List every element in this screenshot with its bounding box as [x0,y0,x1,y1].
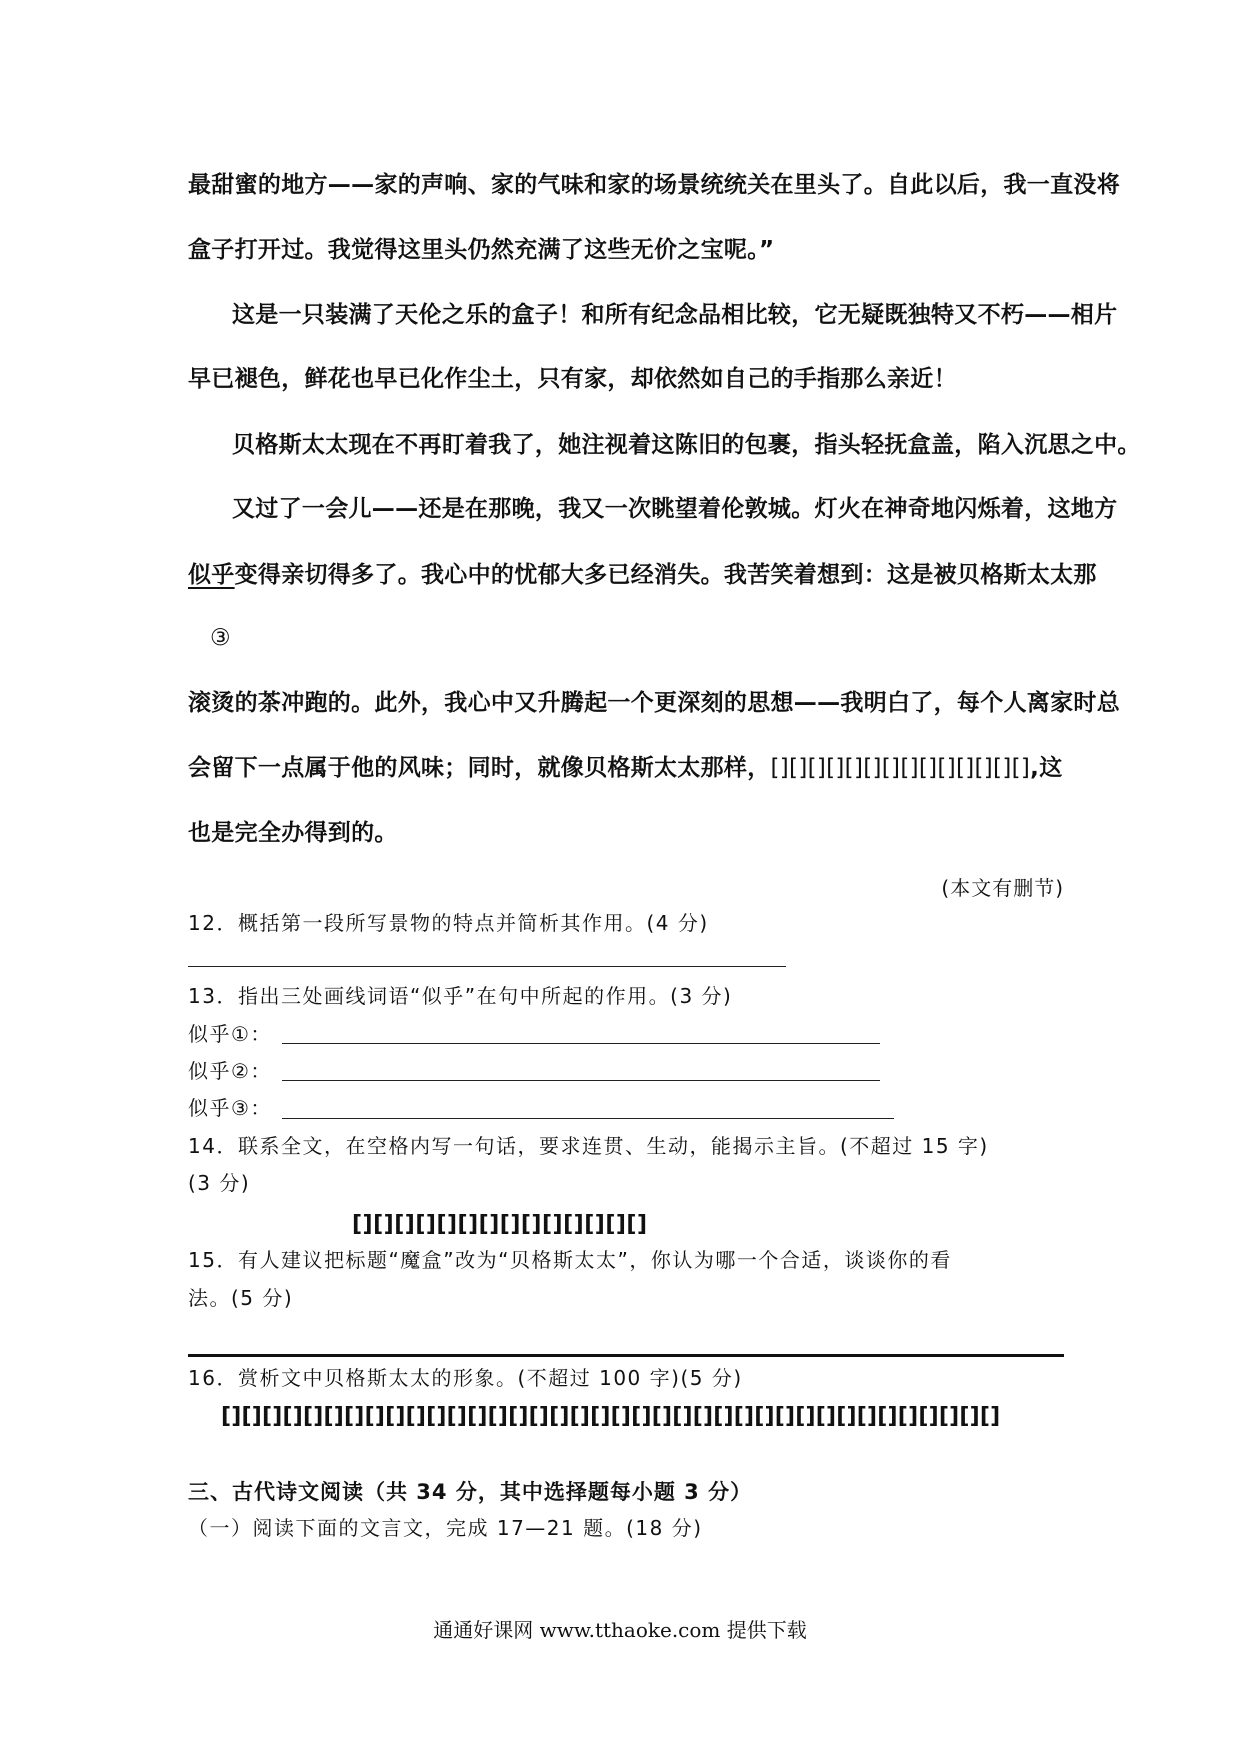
underlined-siHu-3: 似乎 [188,562,235,588]
question-14-line-2: (3 分) [188,1171,251,1195]
abridged-note: (本文有删节) [941,876,1064,900]
passage-line-9-after: ,这 [1030,755,1063,781]
passage-line-7-rest: 变得亲切得多了。我心中的忧郁大多已经消失。我苦笑着想到：这是被贝格斯太太那 [234,562,1097,588]
passage-line-8: 滚烫的茶冲跑的。此外，我心中又升腾起一个更深刻的思想——我明白了，每个人离家时总 [188,690,1120,716]
fill-blank-boxes[interactable]: [][][][][][][][][][][][][][] [770,755,1031,781]
answer-line-13-3[interactable] [282,1118,894,1119]
question-13-label-2: 似乎②： [188,1059,272,1083]
passage-line-2: 盒子打开过。我觉得这里头仍然充满了这些无价之宝呢。” [188,237,775,263]
question-16-blank-boxes[interactable]: [][][][][][][][][][][][][][][][][][][][][][][][][][][][][][][][][][][][][][] [221,1404,1001,1429]
passage-line-6: 又过了一会儿——还是在那晚，我又一次眺望着伦敦城。灯火在神奇地闪烁着，这地方 [232,496,1118,522]
passage-line-4: 早已褪色，鲜花也早已化作尘土，只有家，却依然如自己的手指那么亲近！ [188,366,957,392]
question-13-label-1: 似乎①： [188,1022,272,1046]
answer-line-13-2[interactable] [282,1080,880,1081]
question-14-line-1: 14．联系全文，在空格内写一句话，要求连贯、生动，能揭示主旨。(不超过 15 字) [188,1134,989,1158]
answer-line-15[interactable] [188,1354,1064,1357]
question-16: 16．赏析文中贝格斯太太的形象。(不超过 100 字)(5 分) [188,1366,743,1390]
question-13: 13．指出三处画线词语“似乎”在句中所起的作用。(3 分) [188,984,733,1008]
section-3-subtitle: （一）阅读下面的文言文，完成 17—21 题。(18 分) [188,1516,703,1540]
passage-line-3: 这是一只装满了天伦之乐的盒子！和所有纪念品相比较，它无疑既独特又不朽——相片 [232,302,1118,328]
answer-line-12[interactable] [188,966,786,967]
passage-line-7 [188,560,1097,590]
marker-3: ③ [210,625,231,651]
question-14-blank-boxes[interactable]: [][][][][][][][][][][][][][] [352,1212,648,1237]
passage-line-10: 也是完全办得到的。 [188,820,398,846]
passage-line-9 [188,753,1063,783]
section-3-title: 三、古代诗文阅读（共 34 分，其中选择题每小题 3 分） [188,1480,753,1504]
answer-line-13-1[interactable] [282,1043,880,1044]
passage-line-1: 最甜蜜的地方——家的声响、家的气味和家的场景统统关在里头了。自此以后，我一直没将 [188,172,1120,198]
question-15-line-2: 法。(5 分) [188,1286,294,1310]
question-15-line-1: 15．有人建议把标题“魔盒”改为“贝格斯太太”，你认为哪一个合适，谈谈你的看 [188,1248,952,1272]
passage-line-5: 贝格斯太太现在不再盯着我了，她注视着这陈旧的包裹，指头轻抚盒盖，陷入沉思之中。 [232,432,1141,458]
question-12: 12．概括第一段所写景物的特点并简析其作用。(4 分) [188,911,709,935]
question-13-label-3: 似乎③： [188,1096,272,1120]
passage-line-9-before: 会留下一点属于他的风味；同时，就像贝格斯太太那样， [188,755,771,781]
footer-text: 通通好课网 www.tthaoke.com 提供下载 [433,1618,807,1642]
